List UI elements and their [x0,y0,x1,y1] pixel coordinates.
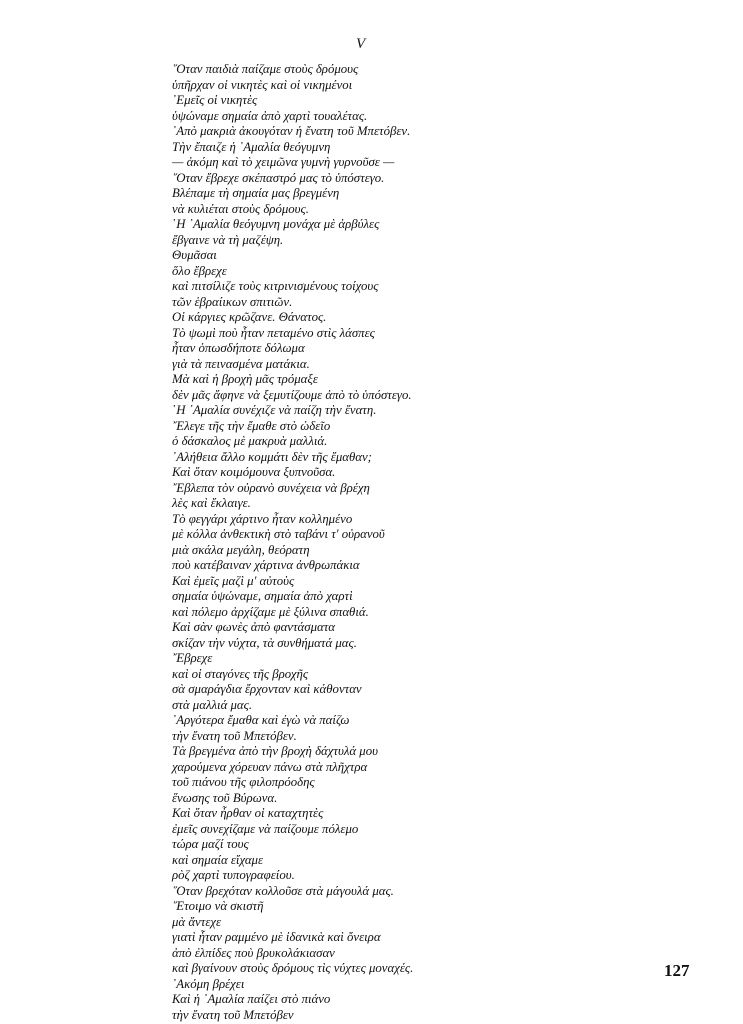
poem-line: ὑπῆρχαν οἱ νικητὲς καὶ οἱ νικημένοι [172,77,353,92]
poem-line: — ἀκόμη καὶ τὸ χειμῶνα γυμνὴ γυρνοῦσε — [172,155,395,169]
poem-line: Καὶ σὰν φωνὲς ἀπὸ φαντάσματα [172,620,336,634]
poem-line: καὶ πόλεμο ἀρχίζαμε μὲ ξύλινα σπαθιά. [172,604,369,619]
poem-line: ἦταν ὁπωσδήποτε δόλωμα [172,341,305,355]
poem-line: ᾿Εμεῖς οἱ νικητὲς [172,93,258,107]
poem-line: ᾿Απὸ μακριὰ ἀκουγόταν ἡ ἔνατη τοῦ Μπετόβεν. [172,124,411,138]
poem-line: Τὸ φεγγάρι χάρτινο ἦταν κολλημένο [172,511,353,526]
poem-line: γιὰ τὰ πεινασμένα ματάκια. [172,356,310,371]
poem-line: ποὺ κατέβαιναν χάρτινα ἀνθρωπάκια [172,558,360,572]
poem-line: ῞Οταν παιδιὰ παίζαμε στοὺς δρόμους [172,62,359,76]
poem-line: Καὶ ὅταν ἦρθαν οἱ καταχτητὲς [172,806,324,820]
poem-line: μιὰ σκάλα μεγάλη, θεόρατη [172,542,310,557]
poem-line: ὁ δάσκαλος μὲ μακρυὰ μαλλιά. [172,434,328,448]
poem-line: λὲς καὶ ἔκλαιγε. [172,496,251,510]
poem-body [172,62,642,1023]
poem-line: Οἱ κάργιες κρῶζανε. Θάνατος. [172,310,327,324]
poem-line: τὴν ἔνατη τοῦ Μπετόβεν. [172,728,297,743]
poem-line: ἕνωσης τοῦ Βύρωνα. [172,790,278,805]
poem-line: καὶ πιτσίλιζε τοὺς κιτρινισμένους τοίχους [172,279,379,293]
poem-line: στὰ μαλλιά μας. [172,697,253,712]
poem-line: δὲν μᾶς ἄφηνε νὰ ξεμυτίζουμε ἀπὸ τὸ ὑπόστεγο. [172,387,412,402]
page-number: 127 [664,961,690,980]
poem-line: Καὶ ἐμεῖς μαζὶ μ' αὐτοὺς [172,573,295,588]
poem-line: Τὴν ἔπαιζε ἡ ᾿Αμαλία θεόγυμνη [172,139,331,154]
poem-line: Τὸ ψωμὶ ποὺ ἦταν πεταμένο στὶς λάσπες [172,325,375,340]
poem-line: καὶ βγαίνουν στοὺς δρόμους τὶς νύχτες μοναχές. [172,961,414,975]
poem-line: γιατὶ ἦταν ραμμένο μὲ ἰδανικὰ καὶ ὄνειρα [172,930,381,944]
poem-line: ῎Εβλεπα τὸν οὐρανὸ συνέχεια νὰ βρέχη [172,480,370,495]
poem-line: ᾿Αλήθεια ἄλλο κομμάτι δὲν τῆς ἔμαθαν; [172,449,372,464]
poem-line: Μὰ καὶ ἡ βροχὴ μᾶς τρόμαξε [172,372,318,386]
poem-line: ῞Οταν βρεχόταν κολλοῦσε στὰ μάγουλά μας. [172,883,394,898]
poem-line: σὰ σμαράγδια ἔρχονταν καὶ κάθονταν [172,682,362,696]
poem-line: σημαία ὑψώναμε, σημαία ἀπὸ χαρτὶ [172,589,353,603]
poem-line: ρὸζ χαρτὶ τυπογραφείου. [172,868,295,882]
poem-line: τὴν ἔνατη τοῦ Μπετόβεν [172,1007,294,1022]
section-numeral: V [356,36,366,52]
poem-line: ῾Η ᾿Αμαλία συνέχιζε νὰ παίζη τὴν ἔνατη. [172,403,377,417]
poem-line: μὰ ἄντεχε [172,914,222,929]
poem-line: ῎Εβρεχε [172,651,213,665]
poem-line: ῎Ελεγε τῆς τὴν ἔμαθε στὸ ὠδεῖο [172,418,331,433]
poem-line: ἀπὸ ἐλπίδες ποὺ βρυκολάκιασαν [172,945,335,960]
poem-line: μὲ κόλλα ἀνθεκτικὴ στὸ ταβάνι τ' οὐρανοῦ [172,527,385,541]
poem-line: ᾿Αργότερα ἔμαθα καὶ ἐγὼ νὰ παίζω [172,713,350,727]
poem-line: Βλέπαμε τὴ σημαία μας βρεγμένη [172,186,340,200]
poem-line: Καὶ ἡ ᾿Αμαλία παίζει στὸ πιάνο [172,992,331,1006]
poem-line: τοῦ πιάνου τῆς φιλοπρόοδης [172,775,315,789]
poem-line: τῶν ἑβραίικων σπιτιῶν. [172,294,293,309]
poem-line: τώρα μαζί τους [172,837,249,851]
poem-line: ὑψώναμε σημαία ἀπὸ χαρτὶ τουαλέτας. [172,108,368,123]
poem-line: σκίζαν τὴν νύχτα, τὰ συνθήματά μας. [172,635,357,650]
poem-line: Καὶ ὅταν κοιμόμουνα ξυπνοῦσα. [172,465,336,479]
poem-line: ῞Ετοιμο νὰ σκιστῆ [172,899,264,913]
poem-line: ἔβγαινε νὰ τὴ μαζέψη. [172,232,284,247]
poem-line: ᾿Ακόμη βρέχει [172,976,245,991]
poem-line: νὰ κυλιέται στοὺς δρόμους. [172,201,309,216]
poem-line: καὶ οἱ σταγόνες τῆς βροχῆς [172,666,309,681]
poem-line: Θυμᾶσαι [172,248,217,262]
poem-line: χαρούμενα χόρευαν πάνω στὰ πλῆχτρα [172,759,368,774]
poem-line: ἐμεῖς συνεχίζαμε νὰ παίζουμε πόλεμο [172,821,359,836]
poem-line: ῾Η ᾿Αμαλία θεόγυμνη μονάχα μὲ ἀρβύλες [172,217,380,231]
poem-line: καὶ σημαία εἴχαμε [172,852,264,867]
poem-line: ὅλο ἔβρεχε [172,263,227,278]
poem-line: ῞Οταν ἔβρεχε σκέπαστρό μας τὸ ὑπόστεγο. [172,170,385,185]
poem-line: Τὰ βρεγμένα ἀπὸ τὴν βροχὴ δάχτυλά μου [172,744,378,758]
